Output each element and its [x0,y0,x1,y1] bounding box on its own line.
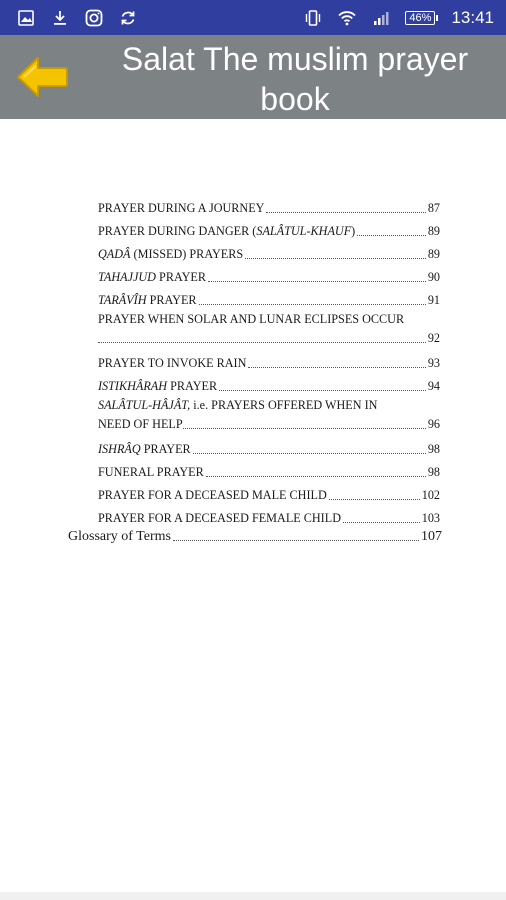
back-button[interactable] [14,53,70,101]
dot-leader [343,522,420,523]
toc-entry-page: 90 [427,270,440,284]
dot-leader [248,367,425,368]
signal-icon [371,8,391,28]
toc-entry-title: PRAYER DURING DANGER (SALÂTUL-KHAUF) [98,224,356,238]
bottom-edge [0,892,506,900]
dot-leader [193,453,426,454]
dot-leader [219,390,426,391]
toc-entry[interactable] [98,457,440,480]
toc-entry-page: 92 [427,331,440,345]
toc-entry-title: PRAYER FOR A DECEASED MALE CHILD [98,488,327,502]
toc-entry[interactable] [98,262,440,285]
toc-entry[interactable] [98,480,440,503]
toc-entry[interactable] [98,216,440,239]
document-page[interactable] [0,119,506,892]
battery-icon: 46% [405,11,435,25]
toc-entry-title: TARÂVÎH PRAYER [98,293,197,307]
toc-entry-page: 89 [427,224,440,238]
toc-entry-title: FUNERAL PRAYER [98,465,204,479]
wifi-icon [337,8,357,28]
clock: 13:41 [451,7,494,27]
toc-entry[interactable] [98,396,440,432]
toc-entry-title: TAHAJJUD PRAYER [98,270,207,284]
back-arrow-icon [14,53,70,101]
toc-entry-title: PRAYER TO INVOKE RAIN [98,356,247,370]
dot-leader [245,258,426,259]
dot-leader [266,212,425,213]
status-bar [0,0,506,35]
toc-entry-title: SALÂTUL-HÂJÂT, i.e. PRAYERS OFFERED WHEN IN [98,398,378,412]
dot-leader [173,540,419,541]
sync-icon [118,8,138,28]
toc-entry[interactable] [98,193,440,216]
dot-leader [357,235,426,236]
vibrate-icon [303,8,323,28]
toc-entry[interactable] [98,434,440,457]
toc-entry-page: 96 [427,417,440,431]
toc-entry-title: PRAYER WHEN SOLAR AND LUNAR ECLIPSES OCCUR [98,312,405,326]
download-icon [50,8,70,28]
table-of-contents [98,193,440,526]
notification-icons [16,8,138,28]
toc-entry-page: 94 [427,379,440,393]
toc-entry-page: 89 [427,247,440,261]
toc-entry[interactable] [98,503,440,526]
dot-leader [98,342,426,343]
glossary-page: 107 [421,529,442,544]
toc-entry-title: QADÂ (MISSED) PRAYERS [98,247,244,261]
toc-entry-page: 87 [427,201,440,215]
toc-entry-title: ISHRÂQ PRAYER [98,442,191,456]
instagram-icon [84,8,104,28]
toc-entry-page: 93 [427,356,440,370]
toc-entry-title: ISTIKHÂRAH PRAYER [98,379,218,393]
toc-entry-page: 91 [427,293,440,307]
toc-entry-title-continued: NEED OF HELP [98,417,183,431]
glossary-title: Glossary of Terms [68,529,171,544]
toc-entry[interactable] [98,371,440,394]
toc-entry-title: PRAYER FOR A DECEASED FEMALE CHILD [98,511,341,525]
toc-glossary-entry[interactable] [68,529,442,545]
toc-entry[interactable] [98,348,440,371]
toc-entry[interactable] [98,285,440,308]
toc-entry-page: 98 [427,442,440,456]
dot-leader [183,428,426,429]
dot-leader [199,304,426,305]
toc-entry-page: 102 [421,488,440,502]
dot-leader [329,499,420,500]
dot-leader [208,281,426,282]
app-bar [0,35,506,119]
toc-entry-title: PRAYER DURING A JOURNEY [98,201,265,215]
toc-entry[interactable] [98,239,440,262]
toc-entry[interactable] [98,310,440,346]
page-title: Salat The muslim prayer book [121,41,469,117]
dot-leader [206,476,426,477]
image-icon [16,8,36,28]
system-icons [303,8,494,28]
toc-entry-page: 103 [421,511,440,525]
toc-entry-page: 98 [427,465,440,479]
